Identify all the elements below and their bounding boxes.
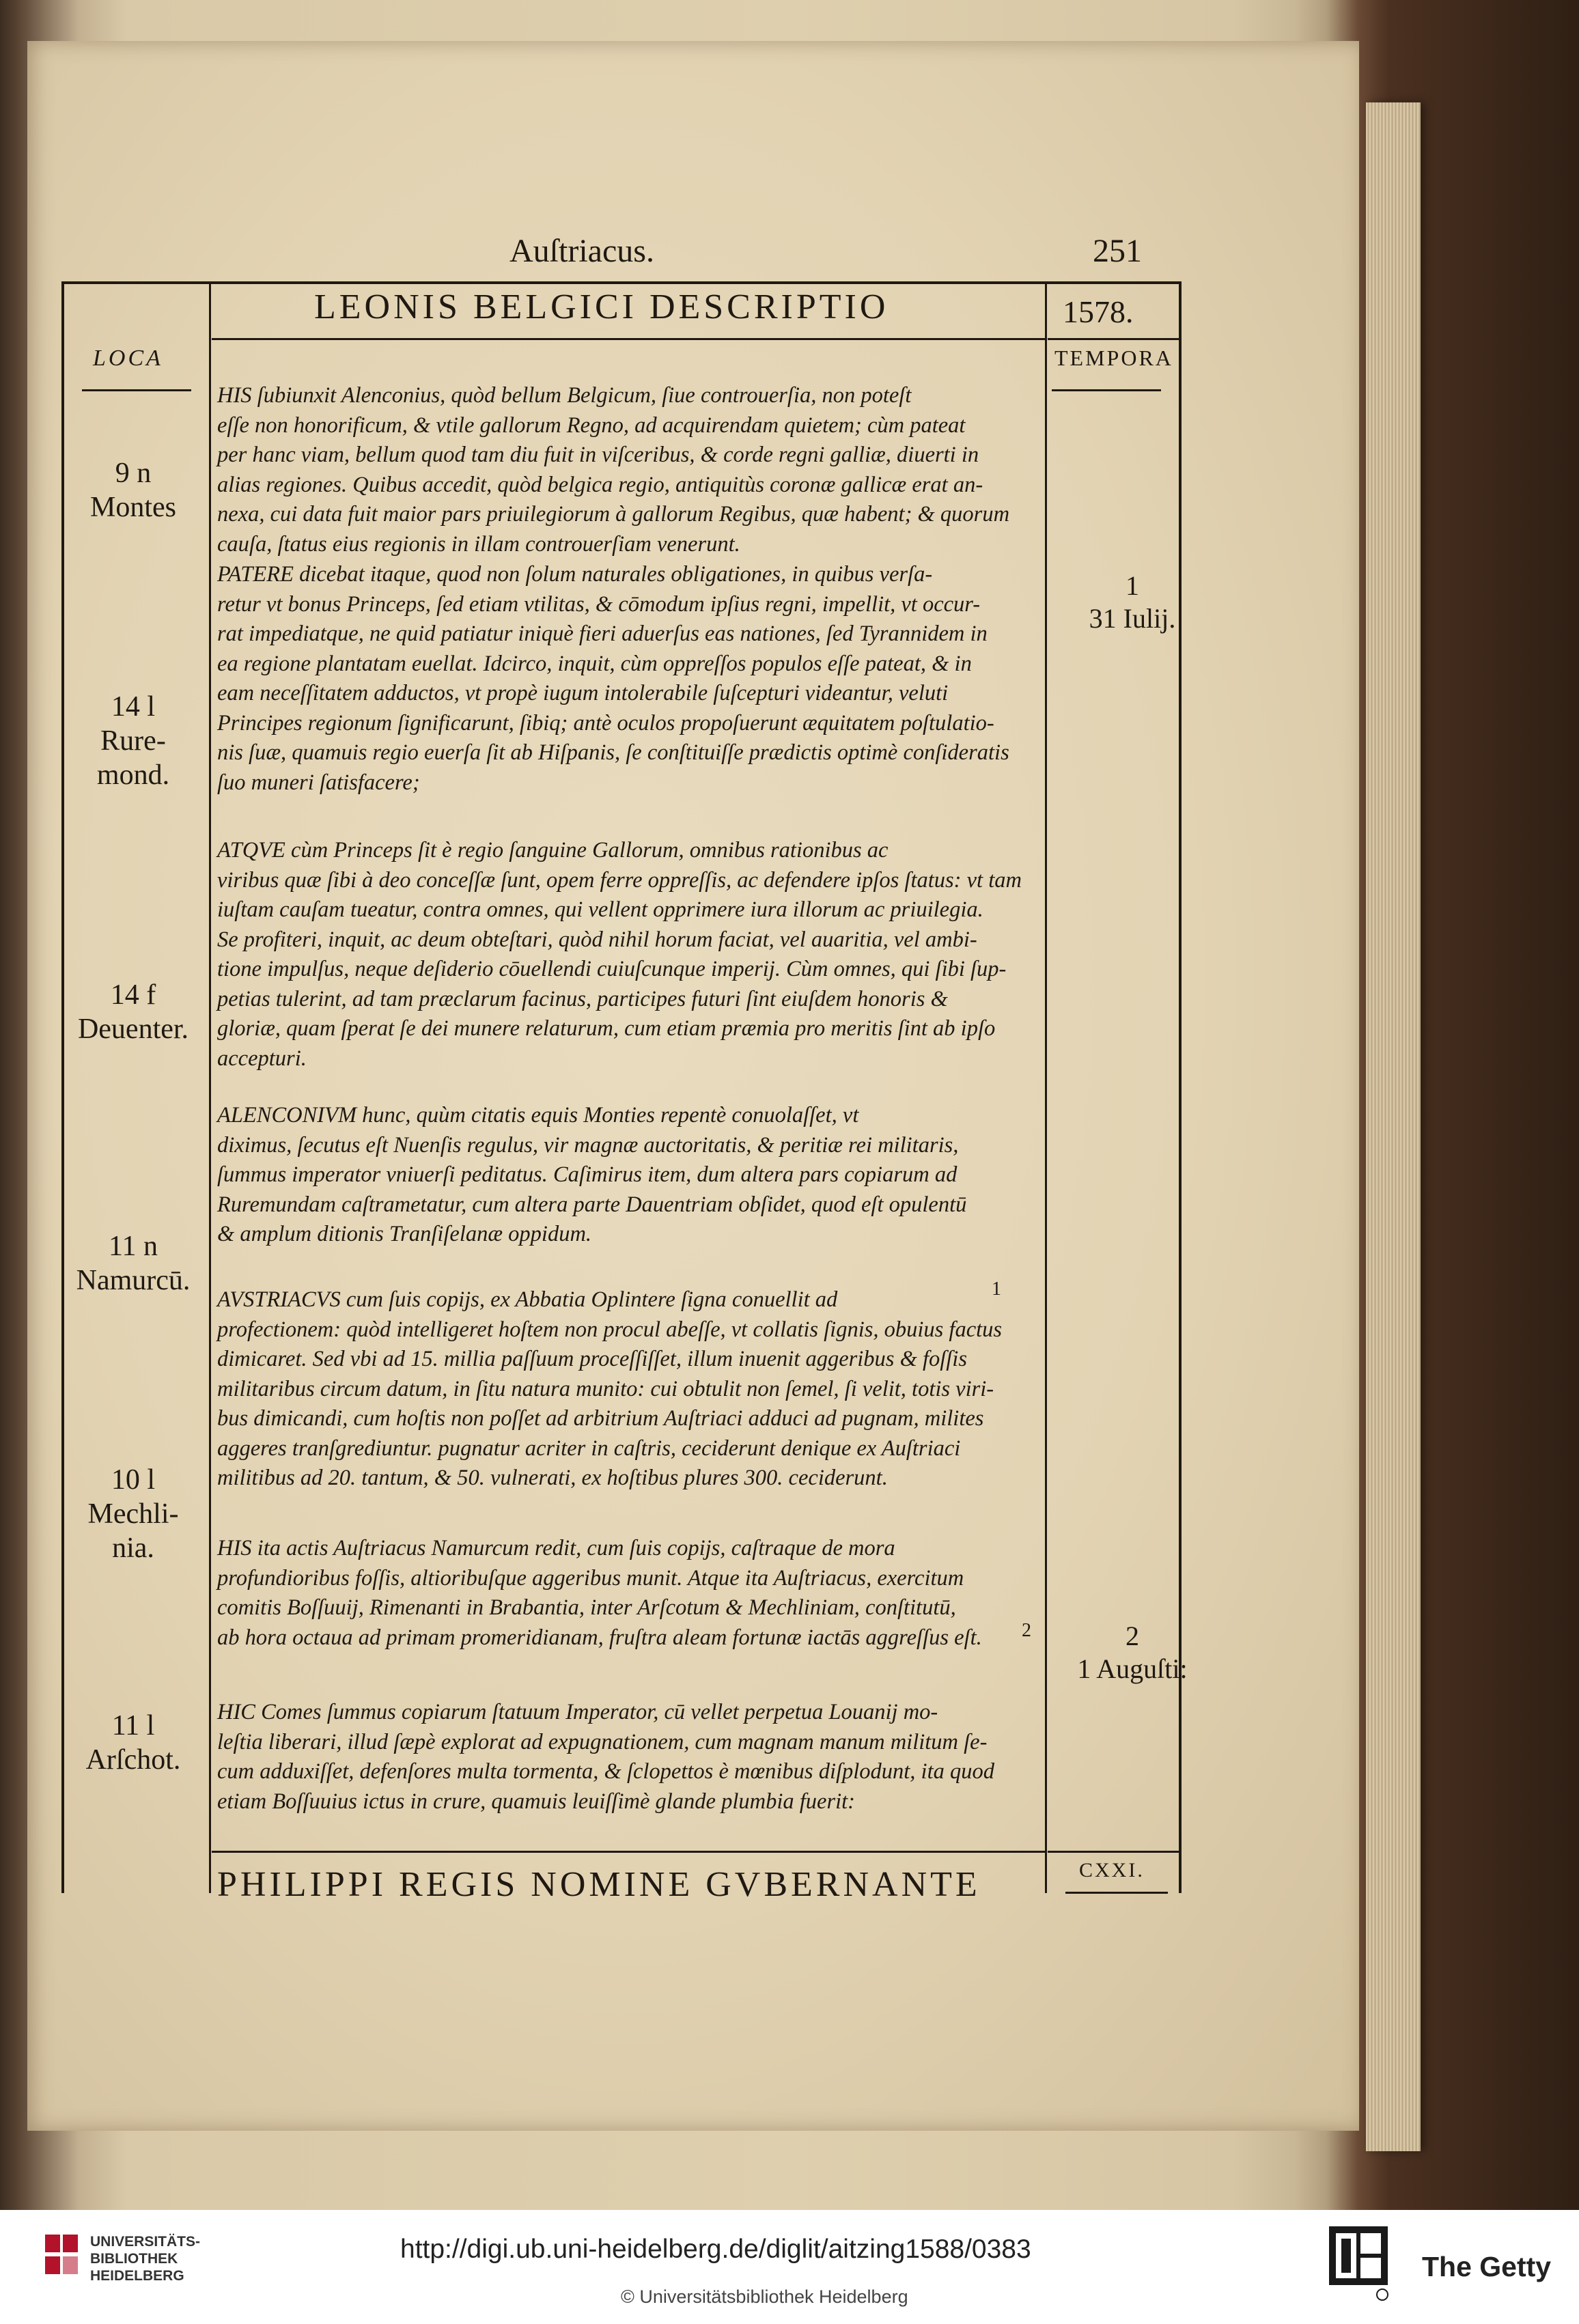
note-marker: 1	[992, 1278, 1001, 1300]
text-line: dimicaret. Sed vbi ad 15. millia paſſuum proceſſiſſet, illum inuenit aggeribus & foſſis	[217, 1347, 967, 1371]
tempora-line: 2	[1126, 1621, 1139, 1651]
text-paragraph	[217, 381, 1037, 559]
running-head: Auſtriacus.	[509, 233, 654, 269]
tempora-bottom-rule	[1048, 1851, 1179, 1853]
text-line: alias regiones. Quibus accedit, quòd belgica regio, antiquitùs coronæ gallicæ erat an-	[217, 472, 983, 497]
viewer-footer	[0, 2210, 1579, 2324]
loca-line: 9 n	[115, 458, 152, 489]
loca-header: LOCA	[93, 346, 163, 371]
text-line: eſſe non honorificum, & vtile gallorum Regno, ad acquirendam quietem; cùm pateat	[217, 412, 966, 438]
text-paragraph	[217, 836, 1037, 1074]
text-line: accepturi.	[217, 1046, 307, 1071]
text-line: Se profiteri, inquit, ac deum obteſtari, quòd nihil horum faciat, vel auaritia, vel ambi-	[217, 927, 977, 952]
text-line: & amplum ditionis Tranſiſelanæ oppidum.	[217, 1222, 592, 1246]
permalink-url[interactable]: http://digi.ub.uni-heidelberg.de/diglit/aitzing1588/0383	[400, 2235, 1031, 2264]
text-line: comitis Boſſuuij, Rimenanti in Brabantia, inter Arſcotum & Mechliniam, conſtitutū,	[217, 1595, 956, 1620]
text-line: cum adduxiſſet, defenſores multa tormenta, & ſclopettos è mœnibus diſplodunt, ita quod	[217, 1759, 994, 1784]
text-line: PATERE dicebat itaque, quod non ſolum naturales obligationes, in quibus verſa-	[217, 562, 933, 587]
text-line: profectionem: quòd intelligeret hoſtem non procul abeſſe, vt collatis ſignis, obuius factus	[217, 1317, 1003, 1342]
text-paragraph	[217, 1101, 1037, 1250]
text-line: rat impediatque, ne quid patiatur iniquè fieri aduerſus eas nationes, ſed Tyrannidem in	[217, 621, 988, 646]
text-line: petias tulerint, ad tam præclarum facinus, participes futuri ſint eiuſdem honoris &	[217, 986, 948, 1011]
loca-line: Arſchot.	[85, 1744, 181, 1776]
loca-underline	[82, 389, 191, 391]
text-line: ſummus imperator vniuerſi peditatus. Caſimirus item, dum altera pars copiarum ad	[217, 1162, 958, 1187]
frame-left-rule	[61, 281, 64, 1893]
text-line: Ruremundam caſtrametatur, cum altera parte Dauentriam obſidet, quod eſt opulentū	[217, 1192, 967, 1217]
page-number: 251	[1093, 233, 1142, 269]
text-line: gloriæ, quam ſperat ſe dei munere relaturum, cum etiam præmia pro meritis ſint ab ipſo	[217, 1016, 996, 1041]
folio-underline	[1065, 1892, 1168, 1894]
loca-line: Rure-	[100, 725, 166, 757]
text-bottom-rule	[212, 1851, 1045, 1853]
loca-line: 14 f	[110, 979, 156, 1011]
tempora-line: 1 Auguſti:	[1077, 1653, 1188, 1684]
year-underline	[1048, 338, 1179, 340]
text-column-right-rule	[1045, 281, 1047, 1893]
section-title: LEONIS BELGICI DESCRIPTIO	[314, 288, 889, 326]
university-library-logo-icon	[44, 2233, 81, 2277]
tempora-header: TEMPORA	[1054, 346, 1173, 370]
text-line: ATQVE cùm Princeps ſit è regio ſanguine Gallorum, omnibus rationibus ac	[217, 838, 889, 863]
text-line: ab hora octaua ad primam promeridianam, fruſtra aleam fortunæ iactās aggreſſus eſt.	[217, 1625, 982, 1650]
tempora-entry	[1057, 1620, 1207, 1685]
loca-line: mond.	[96, 759, 170, 791]
text-line: ea regione plantatam euellat. Idcirco, inquit, cùm oppreſſos populos eſſe pateat, & in	[217, 651, 972, 676]
text-line: HIS ſubiunxit Alenconius, quòd bellum Belgicum, ſiue controuerſia, non poteſt	[217, 383, 912, 408]
loca-line: 11 l	[111, 1710, 155, 1741]
page-edges	[1366, 102, 1421, 2151]
folio-number: CXXI.	[1079, 1859, 1145, 1881]
note-marker: 2	[1022, 1620, 1031, 1641]
loca-line: 14 l	[111, 691, 156, 723]
loca-entry	[68, 456, 198, 524]
footer-title: PHILIPPI REGIS NOMINE GVBERNANTE	[217, 1865, 981, 1904]
text-line: cauſa, ſtatus eius regionis in illam controuerſiam venerunt.	[217, 531, 740, 557]
tempora-underline	[1052, 389, 1161, 391]
text-line: aggeres tranſgrediuntur. pugnatur acriter in caſtris, ceciderunt denique ex Auſtriaci	[217, 1436, 961, 1461]
getty-logo-icon	[1328, 2225, 1389, 2301]
text-column-left-rule	[209, 281, 211, 1893]
text-line: ALENCONIVM hunc, quùm citatis equis Monties repentè conuolaſſet, vt	[217, 1103, 859, 1128]
loca-entry	[68, 1709, 198, 1777]
getty-name: The Getty	[1422, 2251, 1552, 2282]
library-name-line: HEIDELBERG	[90, 2268, 184, 2284]
library-name-line: UNIVERSITÄTS-	[90, 2234, 201, 2250]
text-line: militibus ad 20. tantum, & 50. vulnerati, ex hoſtibus plures 300. ceciderunt.	[217, 1466, 888, 1490]
loca-entry	[68, 1463, 198, 1565]
loca-entry	[68, 978, 198, 1046]
loca-entry	[68, 1229, 198, 1298]
loca-line: 11 n	[109, 1231, 158, 1262]
text-line: viribus quæ ſibi à deo conceſſæ ſunt, opem ferre oppreſſis, ac defendere ipſos ſtatus: vt tam	[217, 867, 1022, 893]
text-line: per hanc viam, bellum quod tam diu fuit in viſceribus, & corde regni galliæ, diuerti in	[217, 443, 979, 467]
text-line: Principes regionum ſignificarunt, ſibiq; antè oculos propoſuerunt æquitatem poſtulatio-	[217, 710, 994, 736]
section-title-underline	[212, 338, 1045, 340]
tempora-line: 31 Iulij.	[1089, 603, 1176, 634]
loca-line: Montes	[90, 492, 176, 523]
tempora-entry	[1057, 570, 1207, 635]
text-line: nexa, cui data fuit maior pars priuilegiorum à gallorum Regibus, quæ habent; & quorum	[217, 502, 1010, 527]
text-line: retur vt bonus Princeps, ſed etiam vtilitas, & cōmodum ipſius regni, impellit, vt occur-	[217, 591, 981, 617]
text-line: AVSTRIACVS cum ſuis copijs, ex Abbatia Oplintere ſigna conuellit ad	[217, 1287, 838, 1312]
text-line: diximus, ſecutus eſt Nuenſis regulus, vir magnæ auctoritatis, & peritiæ rei militaris,	[217, 1132, 959, 1158]
text-line: tione impulſus, neque deſiderio cōuellendi cuiuſcunque imperij. Cùm omnes, qui ſibi ſup-	[217, 957, 1007, 981]
text-paragraph	[217, 1285, 1037, 1494]
text-line: HIC Comes ſummus copiarum ſtatuum Imperator, cū vellet perpetua Louanij mo-	[217, 1700, 938, 1724]
text-line: ſuo muneri ſatisfacere;	[217, 770, 420, 795]
loca-line: Mechli-	[87, 1498, 179, 1530]
university-library-name	[90, 2233, 200, 2284]
copyright-notice: © Universitätsbibliothek Heidelberg	[621, 2286, 908, 2307]
loca-entry	[68, 690, 198, 792]
text-line: leſtia liberari, illud ſæpè explorat ad expugnationem, cum magnam manum militum ſe-	[217, 1729, 988, 1754]
library-name-line: BIBLIOTHEK	[90, 2251, 178, 2267]
text-paragraph	[217, 1698, 1037, 1817]
year-heading: 1578.	[1063, 294, 1134, 329]
text-line: HIS ita actis Auſtriacus Namurcum redit, cum ſuis copijs, caſtraque de mora	[217, 1536, 895, 1560]
tempora-line: 1	[1126, 570, 1139, 601]
text-line: etiam Boſſuuius ictus in crure, quamuis leuiſſimè glande plumbia fuerit:	[217, 1789, 855, 1814]
loca-line: 10 l	[111, 1464, 156, 1496]
text-line: eam neceſſitatem adductos, vt propè iugum intolerabile ſuſcepturi videantur, veluti	[217, 681, 949, 705]
text-line: militaribus circum datum, in ſitu natura munito: cui obtulit non ſemel, ſi velit, totis viri-	[217, 1376, 994, 1401]
loca-line: Namurcū.	[76, 1265, 191, 1296]
text-line: profundioribus foſſis, altioribuſque aggeribus munit. Atque ita Auſtriacus, exercitum	[217, 1565, 964, 1591]
text-line: iuſtam cauſam tueatur, contra omnes, qui vellent opprimere iura illorum ac priuilegia.	[217, 897, 983, 922]
text-line: bus dimicandi, cum hoſtis non poſſet ad arbitrium Auſtriaci adduci ad pugnam, milites	[217, 1406, 984, 1431]
loca-line: Deuenter.	[77, 1013, 189, 1045]
text-paragraph	[217, 560, 1037, 798]
loca-line: nia.	[112, 1532, 154, 1564]
text-line: nis ſuæ, quamuis regio euerſa ſit ab Hiſpanis, ſe conſtituiſſe prædictis optimè conſideratis	[217, 740, 1009, 765]
text-paragraph	[217, 1534, 1037, 1653]
frame-top-rule	[61, 281, 1182, 284]
